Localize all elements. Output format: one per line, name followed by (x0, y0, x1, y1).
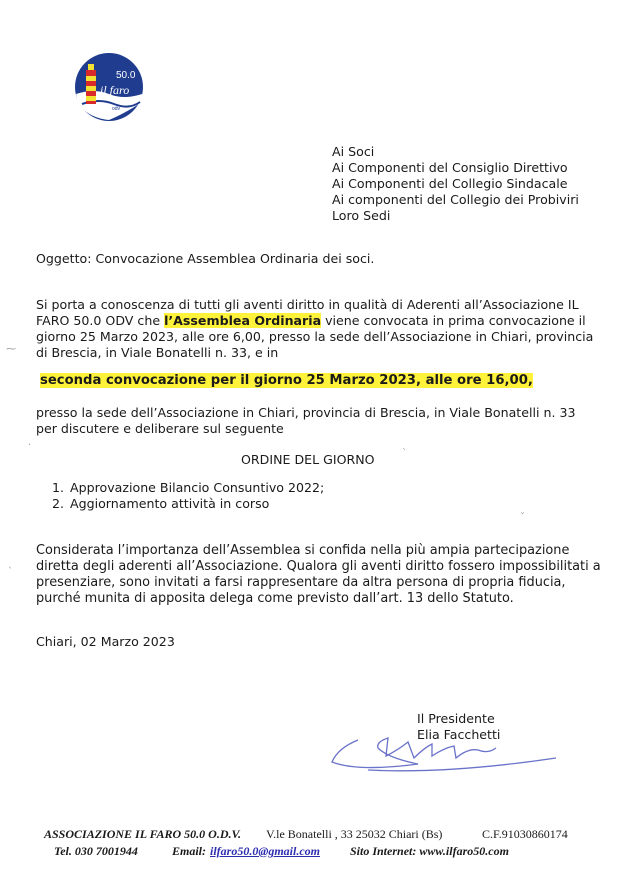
recipient-line: Ai componenti del Collegio dei Probiviri (332, 192, 579, 207)
paragraph-line: giorno 25 Marzo 2023, alle ore 6,00, presso la sede dell’Associazione in Chiari, provincia (36, 329, 594, 344)
letter-footer (44, 826, 584, 860)
paragraph-line: di Brescia, in Viale Bonatelli n. 33, e in (36, 345, 279, 360)
scan-speck: · (28, 440, 32, 451)
agenda-number: 2. (52, 496, 65, 511)
recipient-line: Ai Componenti del Consiglio Direttivo (332, 160, 568, 175)
scan-speck: ⁓ (6, 344, 16, 355)
logo-number: 50.0 (116, 70, 136, 81)
agenda-text: Aggiornamento attività in corso (70, 496, 270, 511)
footer-phone: Tel. 030 7001944 (54, 844, 138, 858)
footer-email-link[interactable]: ilfaro50.0@gmail.com (210, 844, 320, 858)
paragraph-line: diretta degli aderenti all’Associazione. Qualora gli aventi diritto fossero impossibilitati a (36, 559, 601, 574)
paragraph-line (36, 313, 586, 329)
subject-line: Oggetto: Convocazione Assemblea Ordinaria dei soci. (36, 251, 375, 266)
footer-row (44, 843, 584, 860)
footer-email-label: Email: (172, 844, 207, 858)
scan-speck: ˇ (520, 512, 525, 523)
footer-row (44, 826, 584, 843)
highlighted-assembly: l’Assemblea Ordinaria (164, 313, 322, 328)
footer-address: V.le Bonatelli , 33 25032 Chiari (Bs) (266, 827, 443, 841)
scan-speck: ˎ (8, 558, 13, 569)
paragraph-text: viene convocata in prima convocazione il (321, 313, 586, 328)
scan-speck: ˋ (402, 448, 407, 459)
agenda-title: ORDINE DEL GIORNO (241, 452, 375, 467)
paragraph-line: Considerata l’importanza dell’Assemblea si confida nella più ampia partecipazione (36, 543, 570, 558)
convocation-paragraph (36, 297, 594, 361)
recipient-line: Ai Soci (332, 144, 375, 159)
agenda-list (52, 480, 324, 512)
highlighted-second-convocation: seconda convocazione per il giorno 25 Marzo 2023, alle ore 16,00, (40, 373, 533, 388)
signer-role: Il Presidente (417, 711, 495, 726)
paragraph-line: purché munita di apposita delega come previsto dall’art. 13 dello Statuto. (36, 591, 514, 606)
footer-tax-code: C.F.91030860174 (482, 827, 568, 841)
letter-date: Chiari, 02 Marzo 2023 (36, 634, 175, 649)
footer-website: Sito Internet: www.ilfaro50.com (350, 844, 509, 858)
agenda-text: Approvazione Bilancio Consuntivo 2022; (70, 480, 325, 495)
signer-name: Elia Facchetti (417, 727, 501, 742)
association-logo (74, 52, 144, 122)
agenda-number: 1. (52, 480, 65, 495)
agenda-item (52, 480, 324, 496)
paragraph-line: Si porta a conoscenza di tutti gli aventi diritto in qualità di Aderenti all’Associazione IL (36, 297, 579, 312)
paragraph-line: per discutere e deliberare sul seguente (36, 421, 284, 436)
recipient-list (332, 144, 579, 224)
venue-paragraph (36, 405, 586, 437)
recipient-line: Loro Sedi (332, 208, 391, 223)
second-convocation (40, 373, 533, 389)
logo-name: il faro (100, 83, 130, 97)
paragraph-line: presenziare, sono invitati a farsi rappresentare da altra persona di propria fiducia, (36, 575, 566, 590)
logo-sub: odv (112, 106, 121, 112)
participation-paragraph (36, 543, 601, 607)
paragraph-text: FARO 50.0 ODV che (36, 313, 165, 328)
footer-org: ASSOCIAZIONE IL FARO 50.0 O.D.V. (44, 827, 241, 841)
recipient-line: Ai Componenti del Collegio Sindacale (332, 176, 568, 191)
paragraph-line: presso la sede dell’Associazione in Chiari, provincia di Brescia, in Viale Bonatelli n. 33 (36, 405, 576, 420)
agenda-item (52, 496, 324, 512)
handwritten-signature (328, 718, 560, 776)
